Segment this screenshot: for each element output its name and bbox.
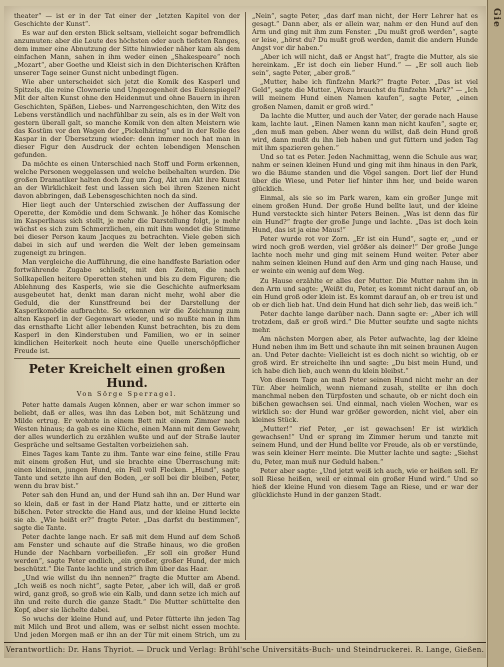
paragraph: Peter dachte lange nach. Er saß mit dem Hund auf dem Schoß am Fenster und schaute auf die Straße hinaus, wo die großen Hunde der Nachbarn vorbeiliefen. „Er soll ein großer Hund werden“, sagte Peter endlich, „ein großer, großer Hund, der mich beschützt.“ Die Tante lachte und strich ihm über das Haar. [14,532,240,573]
article-byline: Von Sörge Sperragel. [76,389,178,398]
paragraph: „Mutter, habe ich fünfzehn Mark?“ fragte Peter. „Das ist viel Geld“, sagte die Mutter. „Wozu brauchst du fünfzehn Mark?“ — „Ich will meinem Hund einen Namen kaufen“, sagte Peter, „einen großen Namen, damit er groß wird.“ [252,78,478,111]
adjacent-page-edge [487,0,504,667]
paragraph: Peter hatte damals Augen können, aber er war schon immer so beliebt, daß er alles, was ihn das Leben bot, mit Schätzung und Milde ertrug. Er wohnte in einem Bett mit einem Zimmer nach Westen hinaus; da gab es eine Küche, einen Mann mit dem Gewehr, der alles wunderlich zu erzählen wußte und auf der Straße lauter Gespräche und seltsame Gestalten vorbeiziehen sah. [14,400,240,450]
section-divider [14,358,240,359]
column-rule [245,12,246,640]
paragraph: Man vergleiche die Aufführung, die eine handfeste Bariation oder fortwährende Zugabe schließt, mit den Zeiten, die nach Sollkapellen heitere Operetten stehen und bis zu dem Figuren; die Ablehnung des Kasperls, wie sie die Geschichte aufmerksam ausgebeutet hat, denkt man daran nicht mehr, wohl aber die Geduld, die der Kunstfreund bei der Darstellung der Kasperlkomödie aufbrachte. So erkennen wir die Zeichnung zum alten Kasperl in der Gegenwart wieder, und so mußte man in ihm das ernsthafte Licht aller lebenden Kunst betrachten, bis zu dem Kasperl in den Kinderstuben und Familien, wo er in seiner kindlichen Heiterkeit noch heute eine Quelle unerschöpflicher Freude ist. [14,258,240,355]
paragraph: theater“ — ist er in der Tat einer der „letzten Kapitel von der Geschichte der Kunst“. [14,12,240,29]
paragraph: Peter aber sagte: „Und jetzt weiß ich auch, wie er heißen soll. Er soll Riese heißen, weil er einmal ein großer Hund wird.“ Und so hieß der kleine Hund von diesem Tage an Riese, und er war der glücklichste Hund in der ganzen Stadt. [252,466,478,499]
paragraph: Einmal, als sie so im Park waren, kam ein großer Junge mit einem großen Hund. Der große Hund bellte laut, und der kleine Hund versteckte sich hinter Peters Beinen. „Was ist denn das für ein Hund?“ fragte der große Junge und lachte. „Das ist doch kein Hund, das ist ja eine Maus!“ [252,194,478,235]
paragraph: „Nein“, sagte Peter, „das darf man nicht, der Herr Lehrer hat es gesagt.“ Dann aber, als er allein war, nahm er den Hund auf den Arm und ging mit ihm zum Fenster. „Du mußt groß werden“, sagte er leise, „hörst du? Du mußt groß werden, damit die andern Hunde Angst vor dir haben.“ [252,12,478,53]
paragraph: Peter wurde rot vor Zorn. „Er ist ein Hund“, sagte er, „und er wird noch groß werden, viel größer als deiner!“ Der große Junge lachte noch mehr und ging mit seinem Hund weiter. Peter aber nahm seinen kleinen Hund auf den Arm und ging nach Hause, und er weinte ein wenig auf dem Weg. [252,235,478,276]
edge-text: Gie [491,8,501,28]
paragraph: Wie aber unterscheidet sich jetzt die Komik des Kasperl und Spitzels, die reine Clownerie und Ungezogenheit des Eulenspiegel? Mit der alten Kunst ohne den Heidenmut und ohne Bauern in ihren Geschichten, Späßen, Liebes- und Narrengeschichten, den Witz des Lebens verständlich und nachfühlbar zu sein, als es in der Welt von gestern überall galt, so manche Komik von den alten Meistern wie das Kostüm vor den Wagen der „Pickelhäring“ und in der Rolle des Kaspar in der Übersetzung wieder: denn immer noch hat man in dieser Figur den Ausdruck der echten lebendigen Menschen gefunden. [14,78,240,159]
paragraph: „Und wie willst du ihn nennen?“ fragte die Mutter am Abend. „Ich weiß es noch nicht“, sagte Peter, „aber ich will, daß er groß wird, ganz groß, so groß wie ein Kalb, und dann setze ich mich auf ihn und reite durch die ganze Stadt.“ Die Mutter schüttelte den Kopf, aber sie lächelte dabei. [14,573,240,615]
paragraph: So wuchs der kleine Hund auf, und Peter fütterte ihn jeden Tag mit Milch und Brot und allem, was er selbst nicht essen mochte. Und jeden Morgen maß er ihn an der Tür mit einem Strich, um zu [14,615,240,640]
paragraph: „Mutter!“ rief Peter, „er ist gewachsen! Er ist wirklich gewachsen!“ Und er sprang im Zimmer herum und tanzte mit seinem Hund, und der Hund bellte vor Freude, als ob er verstünde, was sein kleiner Herr meinte. Die Mutter lachte und sagte: „Siehst du, Peter, man muß nur Geduld haben.“ [252,425,478,466]
imprint-footer: Verantwortlich: Dr. Hans Thyriot. — Druck und Verlag: Brühl'sche Universitäts-Buch- und Steindruckerei. R. Lange, Gießen. [4,642,486,659]
paragraph: Zu Hause erzählte er alles der Mutter. Die Mutter nahm ihn in den Arm und sagte: „Weißt du, Peter, es kommt nicht darauf an, ob ein Hund groß oder klein ist. Es kommt darauf an, ob er treu ist und ob er dich lieb hat. Und dein Hund hat dich sehr lieb, das weiß ich.“ [252,276,478,309]
paragraph: Peter sah den Hund an, und der Hund sah ihn an. Der Hund war so klein, daß er fast in der Hand Platz hatte, und er zitterte ein bißchen. Peter streckte die Hand aus, und der kleine Hund leckte sie ab. „Wie heißt er?“ fragte Peter. „Das darfst du bestimmen“, sagte die Tante. [14,491,240,532]
paragraph: Es war auf den ersten Blick seltsam, vielleicht sogar befremdlich anzumuten: aber die Leute des höchsten oder auch tiefsten Ranges, dem immer eine Abnutzung der Sitte hinwieder näher kam als dem einfachen Mann, sahen in ihm weder einen „Shakespeare“ noch „Mozart“, aber Goethe und Kleist sich in den Dichterischen Kräften unserer Tage seiner Gunst nicht unbedingt fügen. [14,29,240,78]
paragraph: Da möchte es einen Unterschied nach Stoff und Form erkennen, welche Personen weggelassen und welche beibehalten wurden. Die großen Dramatiker halten doch Zug um Zug, Akt um Akt ihre Kunst an der Wirklichkeit fest und lassen sich bei ihren Szenen nicht davon abbringen, daß Lebensgeschichten noch da sind. [14,159,240,201]
story-body [14,401,240,640]
article-headline: Peter Kreichelt einen großen Hund. [28,361,226,390]
paragraph: Und so tat es Peter. Jeden Nachmittag, wenn die Schule aus war, nahm er seinen kleinen Hund und ging mit ihm hinaus in den Park, wo die Bäume standen und die Vögel sangen. Dort lief der Hund über die Wiese, und Peter lief hinter ihm her, und beide waren glücklich. [252,152,478,193]
paragraph: „Aber ich will nicht, daß er Angst hat“, fragte die Mutter, als sie hereinkam. „Er ist doch ein lieber Hund.“ — „Er soll auch lieb sein“, sagte Peter, „aber groß.“ [252,53,478,78]
paragraph: Eines Tages kam Tante zu ihm. Tante war eine feine, stille Frau mit einem großen Hut, und sie brachte eine Überraschung mit: einen kleinen, jungen Hund, ein Fell voll Flecken. „Hund“, sagte Tante und setzte ihn auf den Boden, „er soll bei dir bleiben, Peter, wenn du brav bist.“ [14,450,240,491]
paragraph: Von diesem Tage an maß Peter seinen Hund nicht mehr an der Tür. Aber heimlich, wenn niemand zusah, stellte er ihn doch manchmal neben den Türpfosten und schaute, ob er nicht doch ein bißchen gewachsen sei. Und einmal, nach vielen Wochen, war es wirklich so: der Hund war größer geworden, nicht viel, aber ein kleines Stück. [252,376,478,425]
paragraph: Da lachte die Mutter, und auch der Vater, der gerade nach Hause kam, lachte laut. „Einen Namen kann man nicht kaufen“, sagte er, „den muß man geben. Aber wenn du willst, daß dein Hund groß wird, dann mußt du ihn lieb haben und gut füttern und jeden Tag mit ihm spazieren gehen.“ [252,111,478,152]
article-continuation [14,12,240,355]
right-column [252,12,478,640]
left-column [14,12,240,640]
paragraph: Am nächsten Morgen aber, als Peter aufwachte, lag der kleine Hund neben ihm im Bett und schaute ihn mit seinen braunen Augen an. Und Peter dachte: Vielleicht ist es doch nicht so wichtig, ob er groß wird. Er streichelte ihn und sagte: „Du bist mein Hund, und ich habe dich lieb, auch wenn du klein bleibst.“ [252,334,478,376]
paragraph: Peter dachte lange darüber nach. Dann sagte er: „Aber ich will trotzdem, daß er groß wird.“ Die Mutter seufzte und sagte nichts mehr. [252,309,478,334]
paragraph: Hier liegt auch der Unterschied zwischen der Auffassung der Operette, der Komödie und dem Schwank. Je höher das Komische im Kasperlhaus sich stellt, je mehr die Darstellung folgt, je mehr wächst es sich zum Schmerzlichen, ein mit ihm wendet die Stimme bei dieser Person kaum Jacques zu betrachten. Viele geben sich dabei in sich auf und werden die Welt der leben gemeinsam zugeneigt zu bringen. [14,201,240,258]
